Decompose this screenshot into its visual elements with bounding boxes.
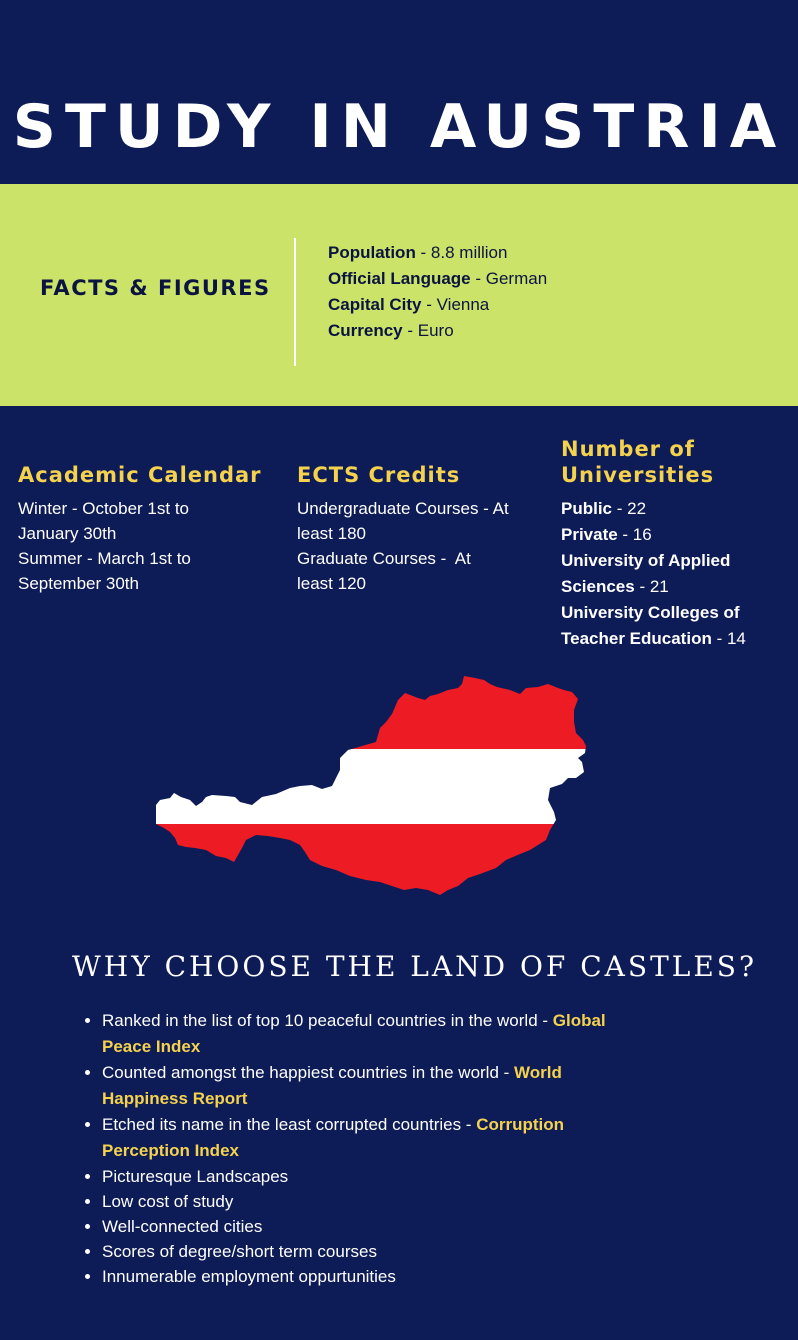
calendar-line: Winter - October 1st to [18, 499, 189, 518]
why-item: • Picturesque Landscapes [102, 1164, 702, 1189]
fact-capital [328, 292, 547, 318]
uni-label: Teacher Education [561, 629, 712, 648]
why-item-highlight: Global [552, 1011, 606, 1030]
why-item: • Scores of degree/short term courses [102, 1239, 702, 1264]
facts-band [0, 184, 798, 406]
uni-teacher-colleges-cont [561, 626, 791, 652]
fact-value: - Vienna [421, 295, 490, 314]
fact-value: - Euro [402, 321, 454, 340]
universities-heading-line: Number of [561, 437, 695, 461]
austria-flag-map-icon [150, 672, 590, 896]
universities-heading [561, 436, 714, 488]
calendar-line: September 30th [18, 574, 139, 593]
academic-calendar-heading: Academic Calendar [18, 463, 262, 487]
flag-stripe-bottom [150, 824, 590, 896]
why-item [102, 1112, 702, 1164]
why-item-highlight: Happiness Report [102, 1089, 248, 1108]
uni-teacher-colleges [561, 600, 791, 626]
why-item: • Low cost of study [102, 1189, 702, 1214]
ects-heading: ECTS Credits [297, 463, 461, 487]
fact-population [328, 240, 547, 266]
why-item: • Innumerable employment oppurtunities [102, 1264, 702, 1289]
uni-private [561, 522, 791, 548]
ects-line: Graduate Courses - At [297, 549, 471, 568]
ects-body [297, 496, 547, 596]
uni-label: University of Applied [561, 551, 731, 570]
fact-label: Official Language [328, 269, 471, 288]
why-item [102, 1008, 702, 1060]
uni-value: - 14 [711, 629, 746, 648]
uni-label: Public [561, 499, 613, 518]
why-item-highlight: Corruption [476, 1115, 565, 1134]
why-title: WHY CHOOSE THE LAND OF CASTLES? [72, 950, 757, 983]
academic-calendar-body [18, 496, 288, 596]
uni-applied-sciences [561, 548, 791, 574]
uni-public [561, 496, 791, 522]
why-item-highlight: World [514, 1063, 562, 1082]
why-item-highlight: Peace Index [102, 1037, 201, 1056]
facts-list [328, 240, 547, 344]
facts-divider [294, 238, 296, 366]
why-item: • Well-connected cities [102, 1214, 702, 1239]
universities-heading-line: Universities [561, 463, 715, 487]
why-item-text: Ranked in the list of top 10 peaceful countries in the world - [102, 1011, 553, 1030]
uni-value: - 21 [634, 577, 669, 596]
uni-applied-sciences-cont [561, 574, 791, 600]
fact-label: Population [328, 243, 416, 262]
flag-stripe-middle [150, 749, 590, 824]
why-item-highlight: Perception Index [102, 1141, 239, 1160]
fact-label: Currency [328, 321, 403, 340]
ects-line: Undergraduate Courses - At [297, 499, 509, 518]
uni-value: - 16 [617, 525, 652, 544]
fact-language [328, 266, 547, 292]
uni-label: Sciences [561, 577, 635, 596]
flag-stripe-top [150, 672, 590, 749]
calendar-line: Summer - March 1st to [18, 549, 191, 568]
page-title: STUDY IN AUSTRIA [12, 92, 786, 162]
uni-label: University Colleges of [561, 603, 740, 622]
why-item-text: Etched its name in the least corrupted countries - [102, 1115, 477, 1134]
uni-value: - 22 [612, 499, 647, 518]
why-item [102, 1060, 702, 1112]
why-list [78, 1008, 702, 1289]
calendar-line: January 30th [18, 524, 117, 543]
why-item-text: Counted amongst the happiest countries in the world - [102, 1063, 515, 1082]
uni-label: Private [561, 525, 618, 544]
universities-body [561, 496, 791, 652]
fact-label: Capital City [328, 295, 422, 314]
ects-line: least 180 [297, 524, 366, 543]
fact-value: - 8.8 million [415, 243, 508, 262]
ects-line: least 120 [297, 574, 366, 593]
facts-heading: FACTS & FIGURES [40, 276, 271, 300]
fact-value: - German [470, 269, 548, 288]
fact-currency [328, 318, 547, 344]
